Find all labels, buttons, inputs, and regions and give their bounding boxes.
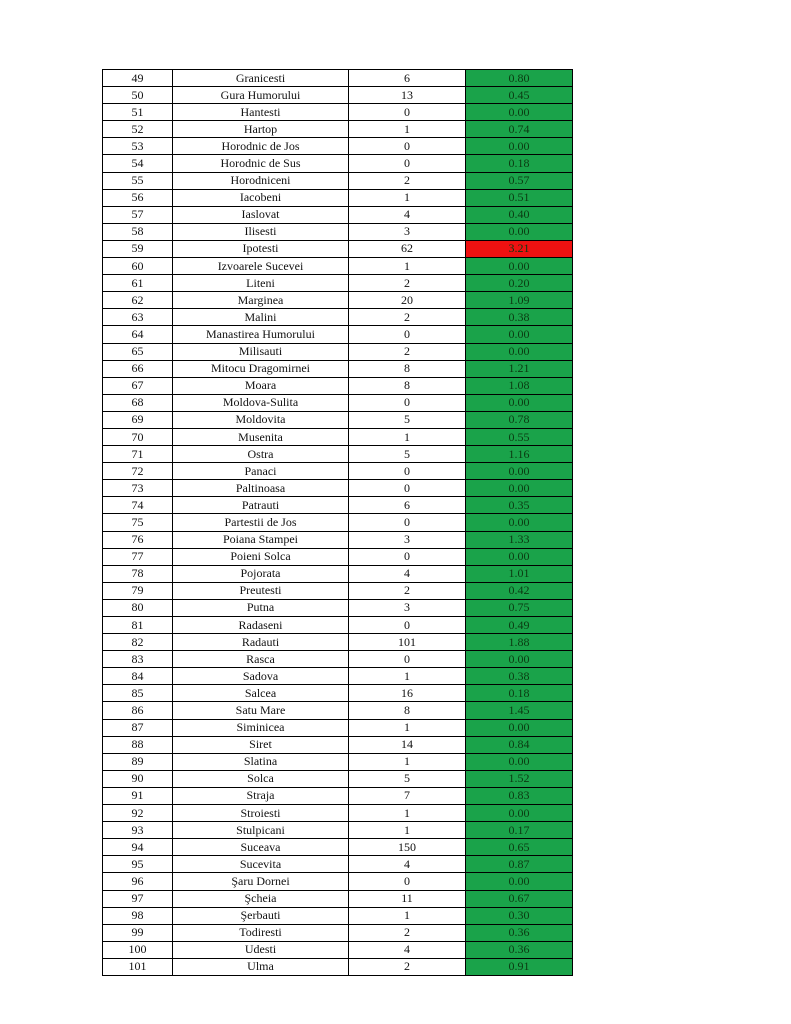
cases-count-cell: 2 — [349, 309, 466, 326]
cases-count-cell: 101 — [349, 634, 466, 651]
cases-count-cell: 16 — [349, 685, 466, 702]
locality-name-cell: Sadova — [173, 668, 349, 685]
table-row — [103, 497, 573, 514]
locality-name-cell: Siret — [173, 736, 349, 753]
row-number-cell: 83 — [103, 651, 173, 668]
row-number-cell: 101 — [103, 958, 173, 975]
table-row — [103, 702, 573, 719]
row-number-cell: 52 — [103, 121, 173, 138]
table-row — [103, 787, 573, 804]
row-number-cell: 57 — [103, 206, 173, 223]
rate-cell: 0.00 — [466, 548, 573, 565]
cases-count-cell: 1 — [349, 428, 466, 445]
row-number-cell: 85 — [103, 685, 173, 702]
table-row — [103, 309, 573, 326]
locality-name-cell: Poiana Stampei — [173, 531, 349, 548]
cases-count-cell: 3 — [349, 223, 466, 240]
rate-cell: 0.18 — [466, 155, 573, 172]
table-row — [103, 326, 573, 343]
table-row — [103, 343, 573, 360]
row-number-cell: 92 — [103, 805, 173, 822]
locality-name-cell: Preutesti — [173, 582, 349, 599]
locality-name-cell: Hantesti — [173, 104, 349, 121]
row-number-cell: 63 — [103, 309, 173, 326]
cases-count-cell: 6 — [349, 497, 466, 514]
rate-cell: 0.36 — [466, 924, 573, 941]
cases-count-cell: 1 — [349, 753, 466, 770]
table-row — [103, 223, 573, 240]
locality-name-cell: Marginea — [173, 292, 349, 309]
cases-count-cell: 0 — [349, 155, 466, 172]
row-number-cell: 96 — [103, 873, 173, 890]
cases-count-cell: 1 — [349, 907, 466, 924]
table-row — [103, 770, 573, 787]
row-number-cell: 90 — [103, 770, 173, 787]
cases-count-cell: 150 — [349, 839, 466, 856]
table-row — [103, 753, 573, 770]
row-number-cell: 72 — [103, 463, 173, 480]
locality-name-cell: Manastirea Humorului — [173, 326, 349, 343]
table-row — [103, 258, 573, 275]
row-number-cell: 74 — [103, 497, 173, 514]
rate-cell: 0.00 — [466, 719, 573, 736]
locality-name-cell: Şerbauti — [173, 907, 349, 924]
row-number-cell: 88 — [103, 736, 173, 753]
row-number-cell: 91 — [103, 787, 173, 804]
locality-name-cell: Udesti — [173, 941, 349, 958]
locality-name-cell: Panaci — [173, 463, 349, 480]
table-row — [103, 634, 573, 651]
cases-count-cell: 0 — [349, 104, 466, 121]
row-number-cell: 79 — [103, 582, 173, 599]
locality-name-cell: Musenita — [173, 428, 349, 445]
cases-count-cell: 2 — [349, 275, 466, 292]
table-row — [103, 548, 573, 565]
rate-cell: 0.75 — [466, 599, 573, 616]
row-number-cell: 77 — [103, 548, 173, 565]
locality-name-cell: Rasca — [173, 651, 349, 668]
locality-name-cell: Moldovita — [173, 411, 349, 428]
locality-name-cell: Şcheia — [173, 890, 349, 907]
row-number-cell: 87 — [103, 719, 173, 736]
cases-count-cell: 1 — [349, 668, 466, 685]
row-number-cell: 59 — [103, 240, 173, 257]
cases-count-cell: 1 — [349, 805, 466, 822]
rate-cell: 0.00 — [466, 138, 573, 155]
rate-cell: 0.00 — [466, 805, 573, 822]
rate-cell: 0.84 — [466, 736, 573, 753]
rate-cell: 0.91 — [466, 958, 573, 975]
table-row — [103, 719, 573, 736]
cases-count-cell: 62 — [349, 240, 466, 257]
table-row — [103, 890, 573, 907]
locality-name-cell: Poieni Solca — [173, 548, 349, 565]
locality-name-cell: Ilisesti — [173, 223, 349, 240]
locality-name-cell: Radaseni — [173, 617, 349, 634]
rate-cell: 0.36 — [466, 941, 573, 958]
table-row — [103, 463, 573, 480]
rate-cell: 0.00 — [466, 343, 573, 360]
row-number-cell: 78 — [103, 565, 173, 582]
locality-name-cell: Izvoarele Sucevei — [173, 258, 349, 275]
table-row — [103, 873, 573, 890]
row-number-cell: 64 — [103, 326, 173, 343]
rate-cell: 0.38 — [466, 309, 573, 326]
cases-count-cell: 4 — [349, 941, 466, 958]
rate-cell: 0.30 — [466, 907, 573, 924]
table-row — [103, 70, 573, 87]
cases-count-cell: 0 — [349, 617, 466, 634]
row-number-cell: 67 — [103, 377, 173, 394]
locality-name-cell: Partestii de Jos — [173, 514, 349, 531]
locality-name-cell: Straja — [173, 787, 349, 804]
table-row — [103, 839, 573, 856]
table-row — [103, 292, 573, 309]
locality-name-cell: Ostra — [173, 446, 349, 463]
row-number-cell: 75 — [103, 514, 173, 531]
rate-cell: 0.35 — [466, 497, 573, 514]
cases-count-cell: 5 — [349, 770, 466, 787]
cases-count-cell: 0 — [349, 394, 466, 411]
row-number-cell: 81 — [103, 617, 173, 634]
locality-name-cell: Horodnic de Jos — [173, 138, 349, 155]
rate-cell: 0.00 — [466, 463, 573, 480]
rate-cell: 0.78 — [466, 411, 573, 428]
locality-name-cell: Salcea — [173, 685, 349, 702]
row-number-cell: 61 — [103, 275, 173, 292]
table-row — [103, 172, 573, 189]
cases-count-cell: 8 — [349, 702, 466, 719]
locality-name-cell: Radauti — [173, 634, 349, 651]
row-number-cell: 93 — [103, 822, 173, 839]
table-row — [103, 856, 573, 873]
rate-cell: 3.21 — [466, 240, 573, 257]
cases-count-cell: 1 — [349, 258, 466, 275]
row-number-cell: 60 — [103, 258, 173, 275]
rate-cell: 0.83 — [466, 787, 573, 804]
cases-count-cell: 2 — [349, 924, 466, 941]
cases-count-cell: 2 — [349, 343, 466, 360]
row-number-cell: 65 — [103, 343, 173, 360]
rate-cell: 0.67 — [466, 890, 573, 907]
localities-table — [102, 69, 573, 976]
row-number-cell: 51 — [103, 104, 173, 121]
locality-name-cell: Moara — [173, 377, 349, 394]
locality-name-cell: Milisauti — [173, 343, 349, 360]
table-row — [103, 121, 573, 138]
table-row — [103, 651, 573, 668]
rate-cell: 0.87 — [466, 856, 573, 873]
cases-count-cell: 1 — [349, 121, 466, 138]
locality-name-cell: Siminicea — [173, 719, 349, 736]
table-row — [103, 924, 573, 941]
rate-cell: 0.74 — [466, 121, 573, 138]
cases-count-cell: 6 — [349, 70, 466, 87]
rate-cell: 0.00 — [466, 223, 573, 240]
table-row — [103, 582, 573, 599]
row-number-cell: 97 — [103, 890, 173, 907]
cases-count-cell: 2 — [349, 172, 466, 189]
table-row — [103, 685, 573, 702]
cases-count-cell: 8 — [349, 360, 466, 377]
cases-count-cell: 0 — [349, 480, 466, 497]
table-row — [103, 565, 573, 582]
row-number-cell: 70 — [103, 428, 173, 445]
locality-name-cell: Slatina — [173, 753, 349, 770]
row-number-cell: 66 — [103, 360, 173, 377]
locality-name-cell: Horodnic de Sus — [173, 155, 349, 172]
cases-count-cell: 0 — [349, 326, 466, 343]
locality-name-cell: Gura Humorului — [173, 87, 349, 104]
cases-count-cell: 14 — [349, 736, 466, 753]
rate-cell: 0.65 — [466, 839, 573, 856]
locality-name-cell: Sucevita — [173, 856, 349, 873]
cases-count-cell: 5 — [349, 446, 466, 463]
row-number-cell: 49 — [103, 70, 173, 87]
table-row — [103, 411, 573, 428]
row-number-cell: 53 — [103, 138, 173, 155]
locality-name-cell: Horodniceni — [173, 172, 349, 189]
row-number-cell: 82 — [103, 634, 173, 651]
cases-count-cell: 1 — [349, 822, 466, 839]
rate-cell: 0.00 — [466, 753, 573, 770]
table-row — [103, 104, 573, 121]
row-number-cell: 95 — [103, 856, 173, 873]
locality-name-cell: Mitocu Dragomirnei — [173, 360, 349, 377]
table-row — [103, 531, 573, 548]
rate-cell: 0.00 — [466, 394, 573, 411]
row-number-cell: 55 — [103, 172, 173, 189]
locality-name-cell: Iacobeni — [173, 189, 349, 206]
locality-name-cell: Ulma — [173, 958, 349, 975]
rate-cell: 1.33 — [466, 531, 573, 548]
row-number-cell: 69 — [103, 411, 173, 428]
row-number-cell: 100 — [103, 941, 173, 958]
rate-cell: 1.16 — [466, 446, 573, 463]
cases-count-cell: 0 — [349, 514, 466, 531]
rate-cell: 1.08 — [466, 377, 573, 394]
rate-cell: 0.51 — [466, 189, 573, 206]
table-row — [103, 805, 573, 822]
row-number-cell: 56 — [103, 189, 173, 206]
locality-name-cell: Stroiesti — [173, 805, 349, 822]
table-row — [103, 480, 573, 497]
rate-cell: 0.17 — [466, 822, 573, 839]
rate-cell: 0.40 — [466, 206, 573, 223]
cases-count-cell: 0 — [349, 873, 466, 890]
cases-count-cell: 1 — [349, 189, 466, 206]
cases-count-cell: 4 — [349, 206, 466, 223]
table-row — [103, 360, 573, 377]
row-number-cell: 71 — [103, 446, 173, 463]
cases-count-cell: 0 — [349, 548, 466, 565]
table-row — [103, 617, 573, 634]
table-row — [103, 87, 573, 104]
cases-count-cell: 0 — [349, 651, 466, 668]
cases-count-cell: 0 — [349, 463, 466, 480]
rate-cell: 0.00 — [466, 258, 573, 275]
locality-name-cell: Iaslovat — [173, 206, 349, 223]
table-row — [103, 668, 573, 685]
table-row — [103, 275, 573, 292]
locality-name-cell: Stulpicani — [173, 822, 349, 839]
row-number-cell: 50 — [103, 87, 173, 104]
rate-cell: 1.09 — [466, 292, 573, 309]
cases-count-cell: 11 — [349, 890, 466, 907]
locality-name-cell: Liteni — [173, 275, 349, 292]
rate-cell: 0.00 — [466, 873, 573, 890]
table-row — [103, 377, 573, 394]
table-row — [103, 599, 573, 616]
locality-name-cell: Solca — [173, 770, 349, 787]
table-row — [103, 941, 573, 958]
rate-cell: 1.45 — [466, 702, 573, 719]
table-row — [103, 822, 573, 839]
rate-cell: 0.00 — [466, 480, 573, 497]
cases-count-cell: 4 — [349, 565, 466, 582]
locality-name-cell: Granicesti — [173, 70, 349, 87]
rate-cell: 0.00 — [466, 326, 573, 343]
cases-count-cell: 8 — [349, 377, 466, 394]
table-row — [103, 138, 573, 155]
locality-name-cell: Şaru Dornei — [173, 873, 349, 890]
locality-name-cell: Ipotesti — [173, 240, 349, 257]
row-number-cell: 58 — [103, 223, 173, 240]
table-row — [103, 958, 573, 975]
rate-cell: 0.55 — [466, 428, 573, 445]
rate-cell: 0.45 — [466, 87, 573, 104]
rate-cell: 0.49 — [466, 617, 573, 634]
row-number-cell: 80 — [103, 599, 173, 616]
locality-name-cell: Todiresti — [173, 924, 349, 941]
rate-cell: 0.00 — [466, 514, 573, 531]
locality-name-cell: Suceava — [173, 839, 349, 856]
rate-cell: 1.21 — [466, 360, 573, 377]
rate-cell: 0.18 — [466, 685, 573, 702]
locality-name-cell: Pojorata — [173, 565, 349, 582]
rate-cell: 1.88 — [466, 634, 573, 651]
row-number-cell: 84 — [103, 668, 173, 685]
table-body — [103, 70, 573, 976]
cases-count-cell: 13 — [349, 87, 466, 104]
cases-count-cell: 3 — [349, 531, 466, 548]
locality-name-cell: Hartop — [173, 121, 349, 138]
locality-name-cell: Paltinoasa — [173, 480, 349, 497]
cases-count-cell: 20 — [349, 292, 466, 309]
table-row — [103, 155, 573, 172]
table-row — [103, 736, 573, 753]
locality-name-cell: Moldova-Sulita — [173, 394, 349, 411]
rate-cell: 1.01 — [466, 565, 573, 582]
row-number-cell: 99 — [103, 924, 173, 941]
cases-count-cell: 7 — [349, 787, 466, 804]
row-number-cell: 98 — [103, 907, 173, 924]
rate-cell: 0.00 — [466, 104, 573, 121]
cases-count-cell: 0 — [349, 138, 466, 155]
locality-name-cell: Malini — [173, 309, 349, 326]
row-number-cell: 89 — [103, 753, 173, 770]
rate-cell: 0.42 — [466, 582, 573, 599]
table-row — [103, 240, 573, 257]
table-row — [103, 189, 573, 206]
cases-count-cell: 4 — [349, 856, 466, 873]
cases-count-cell: 2 — [349, 958, 466, 975]
row-number-cell: 62 — [103, 292, 173, 309]
row-number-cell: 76 — [103, 531, 173, 548]
locality-name-cell: Putna — [173, 599, 349, 616]
cases-count-cell: 5 — [349, 411, 466, 428]
table-row — [103, 394, 573, 411]
locality-name-cell: Satu Mare — [173, 702, 349, 719]
rate-cell: 0.20 — [466, 275, 573, 292]
rate-cell: 0.80 — [466, 70, 573, 87]
cases-count-cell: 3 — [349, 599, 466, 616]
row-number-cell: 94 — [103, 839, 173, 856]
table-row — [103, 907, 573, 924]
cases-count-cell: 1 — [349, 719, 466, 736]
cases-count-cell: 2 — [349, 582, 466, 599]
rate-cell: 0.57 — [466, 172, 573, 189]
table-row — [103, 206, 573, 223]
table-row — [103, 446, 573, 463]
rate-cell: 0.38 — [466, 668, 573, 685]
rate-cell: 0.00 — [466, 651, 573, 668]
row-number-cell: 54 — [103, 155, 173, 172]
row-number-cell: 73 — [103, 480, 173, 497]
row-number-cell: 86 — [103, 702, 173, 719]
table-row — [103, 428, 573, 445]
rate-cell: 1.52 — [466, 770, 573, 787]
locality-name-cell: Patrauti — [173, 497, 349, 514]
row-number-cell: 68 — [103, 394, 173, 411]
table-row — [103, 514, 573, 531]
